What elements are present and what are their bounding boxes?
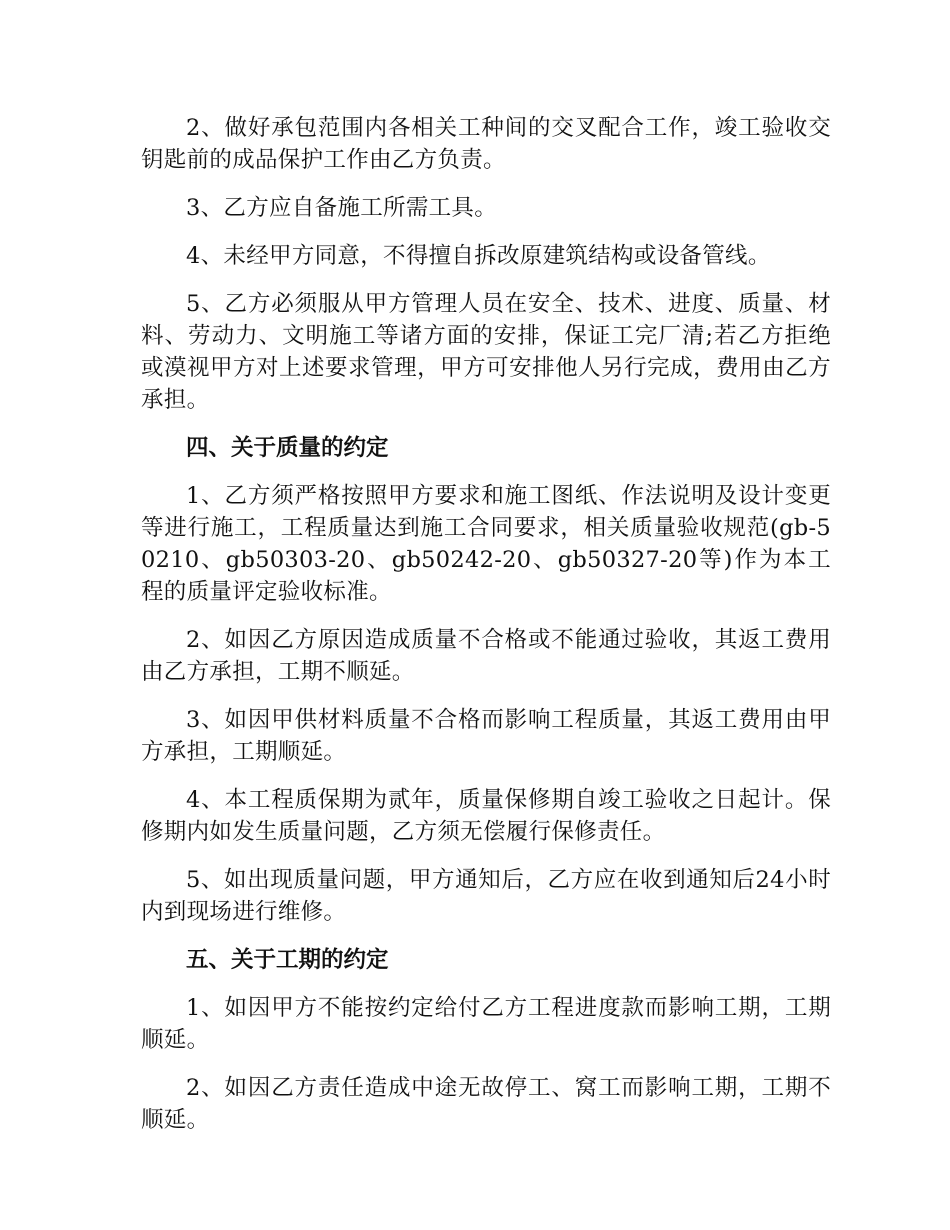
section-heading-schedule: 五、关于工期的约定 [186, 947, 389, 973]
clause-paragraph: 3、如因甲供材料质量不合格而影响工程质量，其返工费用由甲方承担，工期顺延。 [141, 707, 831, 765]
section-heading-quality: 四、关于质量的约定 [186, 435, 389, 461]
clause-paragraph: 3、乙方应自备施工所需工具。 [186, 195, 498, 221]
clause-paragraph: 2、如因乙方原因造成质量不合格或不能通过验收，其返工费用由乙方承担，工期不顺延。 [141, 627, 831, 685]
clause-paragraph: 5、乙方必须服从甲方管理人员在安全、技术、进度、质量、材料、劳动力、文明施工等诸方面的安排，保证工完厂清;若乙方拒绝或漠视甲方对上述要求管理，甲方可安排他人另行完成，费用由乙方承担。 [141, 291, 831, 413]
clause-paragraph: 4、本工程质保期为贰年，质量保修期自竣工验收之日起计。保修期内如发生质量问题，乙方须无偿履行保修责任。 [141, 787, 831, 845]
clause-paragraph: 2、如因乙方责任造成中途无故停工、窝工而影响工期，工期不顺延。 [141, 1075, 831, 1133]
clause-paragraph: 1、如因甲方不能按约定给付乙方工程进度款而影响工期，工期顺延。 [141, 995, 831, 1053]
clause-paragraph: 2、做好承包范围内各相关工种间的交叉配合工作，竣工验收交钥匙前的成品保护工作由乙方负责。 [141, 115, 831, 173]
clause-paragraph: 5、如出现质量问题，甲方通知后，乙方应在收到通知后24小时内到现场进行维修。 [141, 867, 831, 925]
clause-paragraph: 1、乙方须严格按照甲方要求和施工图纸、作法说明及设计变更等进行施工，工程质量达到施工合同要求，相关质量验收规范(gb-50210、gb50303-20、gb50242-20、gb50327-20等)作为本工程的质量评定验收标准。 [141, 483, 831, 605]
clause-paragraph: 4、未经甲方同意，不得擅自拆改原建筑结构或设备管线。 [186, 243, 771, 269]
document-page [141, 112, 831, 1152]
